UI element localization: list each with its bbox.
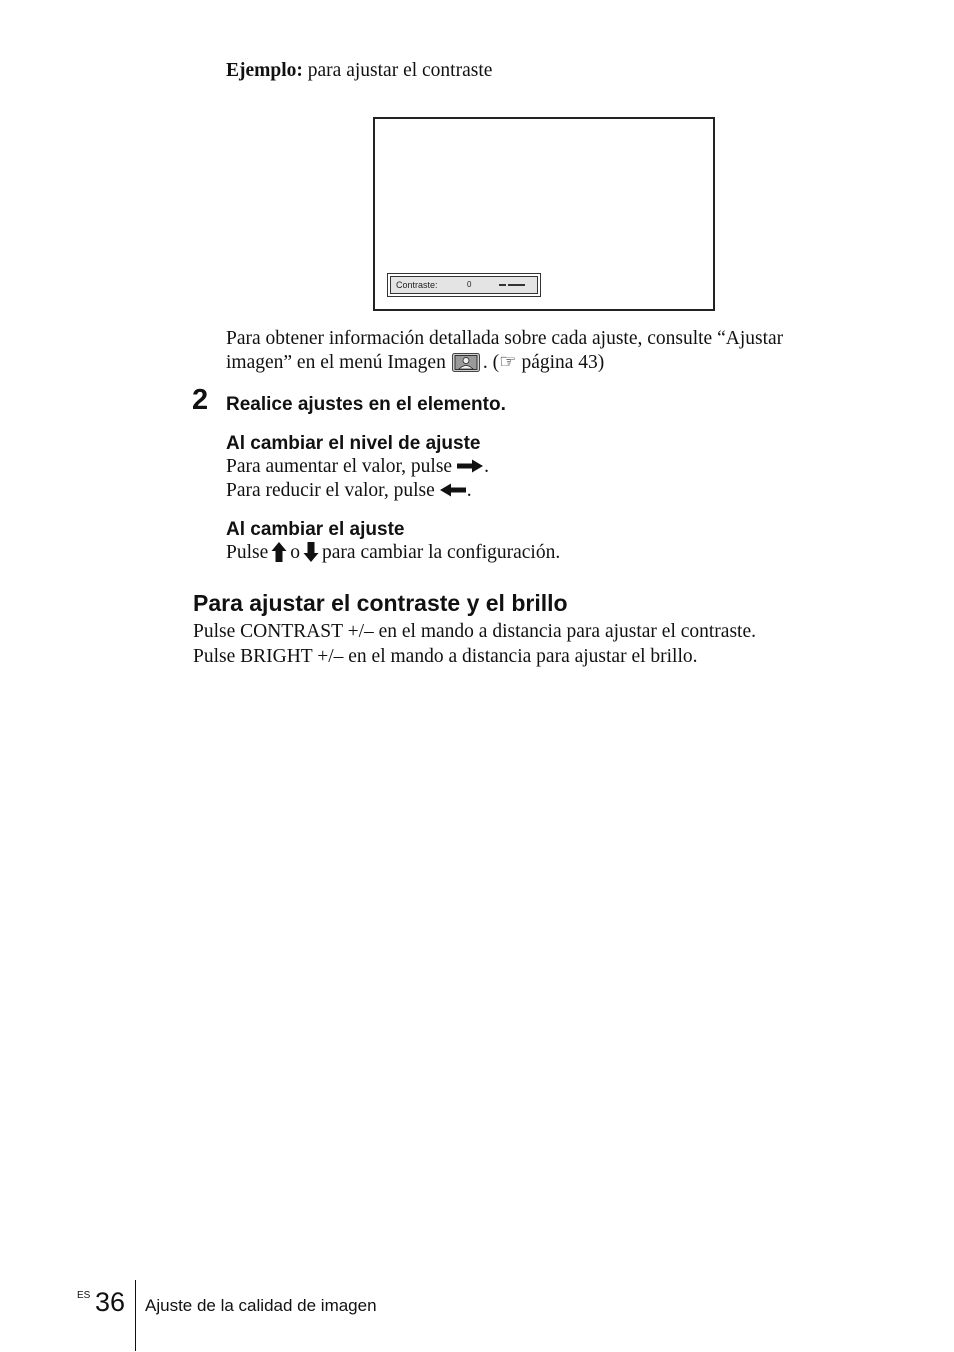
increase-line xyxy=(226,455,489,479)
arrow-left-icon xyxy=(439,483,467,497)
footer-divider xyxy=(135,1280,136,1351)
decrease-text: Para reducir el valor, pulse xyxy=(226,480,435,501)
osd-label: Contraste: xyxy=(396,280,438,290)
step-heading: Realice ajustes en el elemento. xyxy=(226,394,506,415)
footer-language: ES xyxy=(77,1290,91,1301)
increase-period: . xyxy=(484,456,489,477)
page-reference: página 43) xyxy=(516,352,605,373)
updown-text-middle: o xyxy=(290,542,301,563)
example-line xyxy=(226,59,492,83)
arrow-up-icon xyxy=(271,541,287,563)
bright-line: Pulse BRIGHT +/– en el mando a distancia para ajustar el brillo. xyxy=(193,646,698,667)
osd-contrast-bar xyxy=(387,273,541,297)
example-label: Ejemplo: xyxy=(226,60,303,81)
footer-page-number: 36 xyxy=(95,1287,126,1317)
screen-illustration xyxy=(373,117,715,311)
osd-inner xyxy=(390,276,538,294)
setting-change-heading: Al cambiar el ajuste xyxy=(226,519,405,540)
arrow-right-icon xyxy=(456,459,484,473)
info-line-2 xyxy=(226,351,783,375)
info-line-2-after: . ( xyxy=(482,352,500,373)
arrow-down-icon xyxy=(303,541,319,563)
decrease-period: . xyxy=(466,480,472,501)
reference-icon: ☞ xyxy=(499,352,517,373)
updown-text-after: para cambiar la configuración. xyxy=(322,542,561,563)
decrease-line xyxy=(226,479,472,503)
footer-section-title: Ajuste de la calidad de imagen xyxy=(145,1296,377,1315)
image-menu-icon xyxy=(452,353,480,372)
osd-level-indicator xyxy=(499,284,525,286)
updown-text-before: Pulse xyxy=(226,542,269,563)
increase-text: Para aumentar el valor, pulse xyxy=(226,456,453,477)
osd-value: 0 xyxy=(467,280,472,289)
contrast-line: Pulse CONTRAST +/– en el mando a distancia para ajustar el contraste. xyxy=(193,621,756,642)
info-line-2-text: imagen” en el menú Imagen xyxy=(226,352,446,373)
info-paragraph xyxy=(226,327,783,375)
info-line-1: Para obtener información detallada sobre cada ajuste, consulte “Ajustar xyxy=(226,328,784,349)
section-heading: Para ajustar el contraste y el brillo xyxy=(193,590,568,616)
example-text: para ajustar el contraste xyxy=(302,60,493,81)
level-change-heading: Al cambiar el nivel de ajuste xyxy=(226,433,481,454)
step-number: 2 xyxy=(192,384,209,416)
updown-line xyxy=(226,541,560,565)
